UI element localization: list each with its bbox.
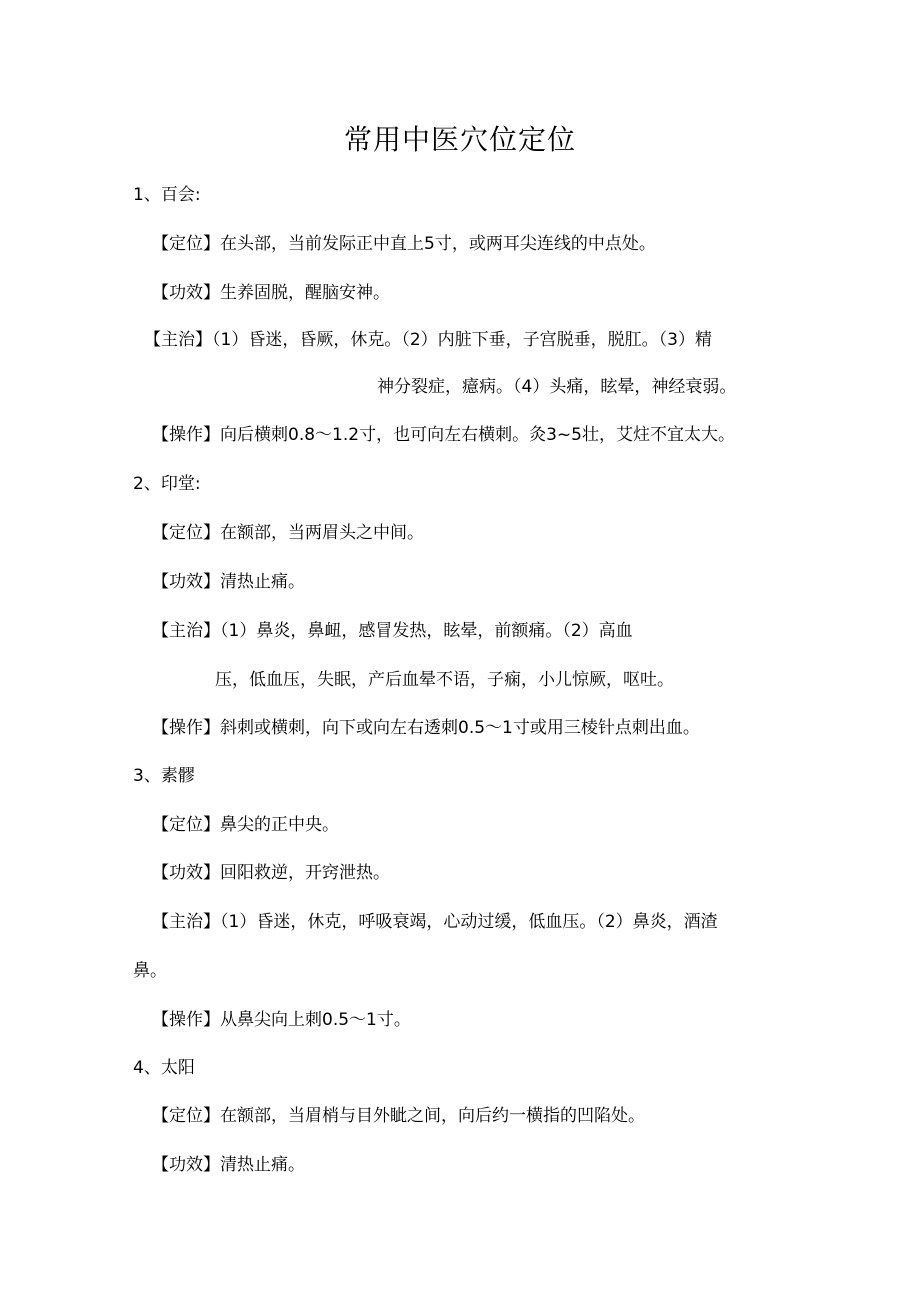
section-heading-taiyang: 4、太阳: [133, 1058, 195, 1078]
section-heading-baihui: 1、百会:: [133, 185, 201, 205]
baihui-indications: 【主治】（1）昏迷，昏厥，休克。（2）内脏下垂，子宫脱垂，脱肛。（3）精: [144, 330, 712, 350]
suliao-indications: 【主治】（1）昏迷，休克，呼吸衰竭，心动过缓，低血压。（2）鼻炎，酒渣: [152, 912, 718, 932]
section-heading-yintang: 2、印堂:: [133, 474, 201, 494]
page-title: 常用中医穴位定位: [343, 123, 576, 156]
baihui-location: 【定位】在头部，当前发际正中直上5寸，或两耳尖连线的中点处。: [152, 234, 656, 254]
suliao-operation: 【操作】从鼻尖向上刺0.5～1寸。: [152, 1010, 411, 1030]
yintang-location: 【定位】在额部，当两眉头之中间。: [152, 523, 424, 543]
baihui-operation: 【操作】向后横刺0.8～1.2寸，也可向左右横刺。灸3~5壮，艾炷不宜太大。: [152, 425, 735, 445]
suliao-effect: 【功效】回阳救逆，开窍泄热。: [152, 863, 390, 883]
suliao-indications-cont: 鼻。: [133, 961, 167, 981]
yintang-operation: 【操作】斜刺或横刺，向下或向左右透刺0.5～1寸或用三棱针点刺出血。: [152, 718, 700, 738]
section-heading-suliao: 3、素髎: [133, 766, 195, 786]
baihui-indications-cont: 神分裂症，癔病。（4）头痛，眩晕，神经衰弱。: [377, 377, 737, 397]
yintang-indications: 【主治】（1）鼻炎，鼻衄，感冒发热，眩晕，前额痛。（2）高血: [152, 621, 633, 641]
taiyang-effect: 【功效】清热止痛。: [152, 1155, 305, 1175]
yintang-effect: 【功效】清热止痛。: [152, 572, 305, 592]
taiyang-location: 【定位】在额部，当眉梢与目外眦之间，向后约一横指的凹陷处。: [152, 1106, 645, 1126]
yintang-indications-cont: 压，低血压，失眠，产后血晕不语，子痫，小儿惊厥，呕吐。: [215, 670, 674, 690]
suliao-location: 【定位】鼻尖的正中央。: [152, 815, 339, 835]
baihui-effect: 【功效】生养固脱，醒脑安神。: [152, 283, 390, 303]
